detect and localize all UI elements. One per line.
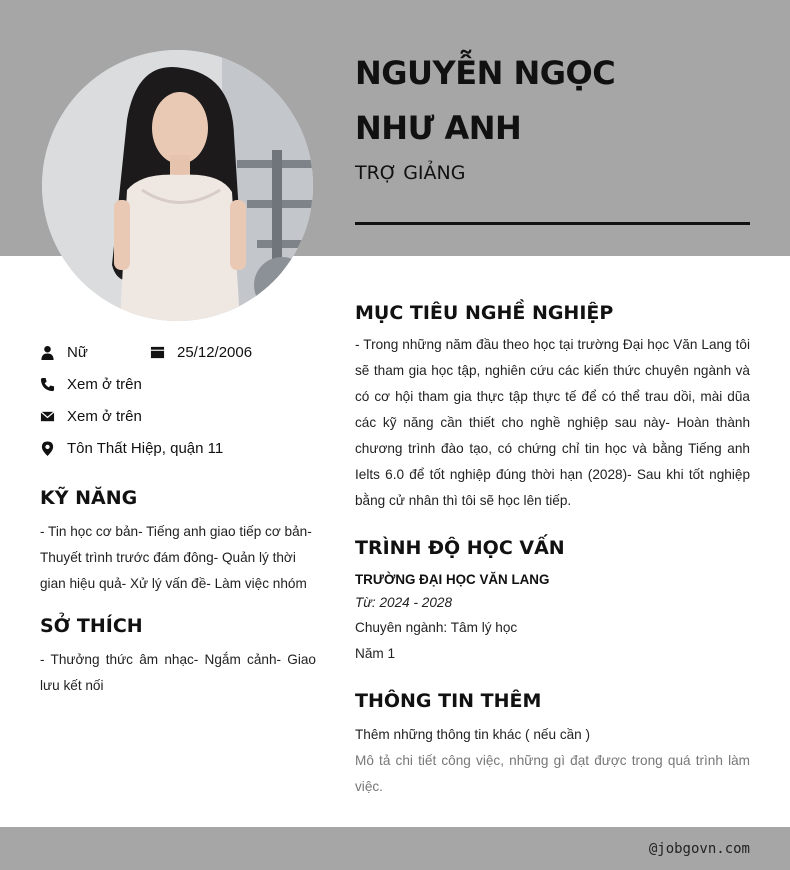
education-major: Chuyên ngành: Tâm lý học	[355, 620, 518, 635]
person-icon	[40, 345, 55, 360]
skills-heading: KỸ NĂNG	[40, 487, 138, 509]
additional-description: Mô tả chi tiết công việc, những gì đạt được trong quá trình làm việc.	[355, 753, 750, 794]
contact-phone	[40, 376, 142, 393]
calendar-icon	[150, 345, 165, 360]
phone-icon	[40, 377, 55, 392]
education-school: TRƯỜNG ĐẠI HỌC VĂN LANG	[355, 572, 550, 587]
education-heading: TRÌNH ĐỘ HỌC VẤN	[355, 537, 565, 559]
contact-gender	[40, 344, 88, 361]
additional-line: Thêm những thông tin khác ( nếu cần )	[355, 727, 591, 742]
hobbies-text: - Thưởng thức âm nhạc- Ngắm cảnh- Giao lưu kết nối	[40, 652, 316, 693]
contact-birthday	[150, 344, 252, 361]
birthday-value: 25/12/2006	[177, 344, 253, 361]
footer-brand: @jobgovn.com	[648, 841, 750, 857]
envelope-icon	[40, 409, 55, 424]
additional-heading: THÔNG TIN THÊM	[355, 690, 542, 712]
title-divider	[355, 222, 750, 225]
objective-heading: MỤC TIÊU NGHỀ NGHIỆP	[355, 302, 614, 324]
profile-photo	[42, 50, 313, 321]
education-period: Từ: 2024 - 2028	[355, 595, 453, 610]
gender-value: Nữ	[67, 344, 88, 361]
education-year: Năm 1	[355, 646, 396, 661]
contact-email	[40, 408, 142, 425]
skills-text: - Tin học cơ bản- Tiếng anh giao tiếp cơ bản- Thuyết trình trước đám đông- Quản lý thời gian hiệu quả- Xử lý vấn đề- Làm việc nhóm	[40, 524, 312, 591]
address-value: Tôn Thất Hiệp, quận 11	[67, 440, 224, 457]
full-name	[355, 46, 755, 156]
map-pin-icon	[40, 441, 55, 456]
contact-address	[40, 440, 223, 457]
hobbies-heading: SỞ THÍCH	[40, 615, 143, 637]
name-line-2: NHƯ ANH	[355, 109, 522, 147]
phone-value: Xem ở trên	[67, 376, 142, 393]
email-value: Xem ở trên	[67, 408, 142, 425]
objective-text: - Trong những năm đầu theo học tại trường Đại học Văn Lang tôi sẽ tham gia học tập, nghiên cứu các kiến thức chuyên ngành và có cơ hội tham gia thực tập thực tế để có thể trau dồi, mài dũa các kỹ năng cần thiết cho nghề nghiệp sau này- Hoàn thành chương trình đào tạo, có chứng chỉ tin học và bằng Tiếng anh Ielts 6.0 để tốt nghiệp đúng thời hạn (2028)- Sau khi tốt nghiệp bằng cử nhân thì tôi sẽ học lên tiếp.	[355, 337, 750, 508]
footer-band	[0, 827, 790, 870]
name-line-1: NGUYỄN NGỌC	[355, 54, 616, 92]
job-title: TRỢ GIẢNG	[355, 162, 466, 184]
